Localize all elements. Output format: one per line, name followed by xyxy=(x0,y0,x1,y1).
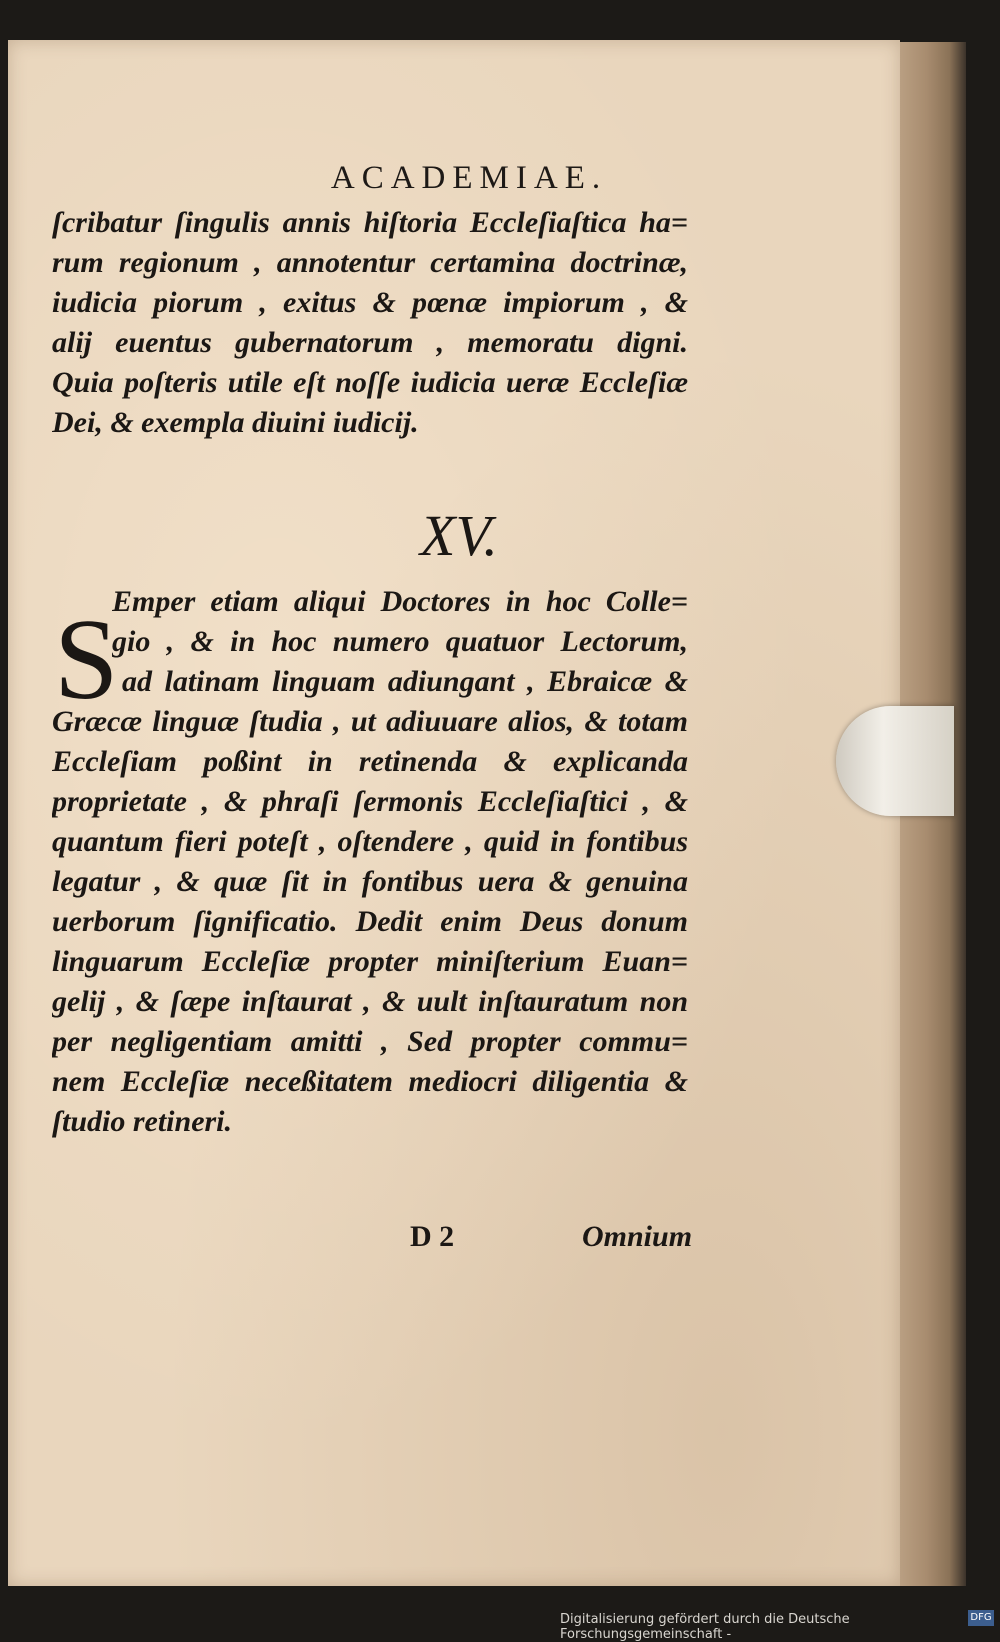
text-line: Dei, & exempla diuini iudicij. xyxy=(52,406,419,439)
section-number: XV. xyxy=(420,503,498,568)
text-line: Eccleſiam poßint in retinenda & explicanda xyxy=(52,745,688,778)
text-line: ad latinam linguam adiungant , Ebraicæ & xyxy=(122,665,688,698)
text-line: Quia poſteris utile eſt noſſe iudicia ueræ Eccleſiæ xyxy=(52,366,688,399)
text-line: gio , & in hoc numero quatuor Lectorum, xyxy=(112,625,688,658)
text-line: per negligentiam amitti , Sed propter commu= xyxy=(52,1025,688,1058)
paragraph-2-indented-3 xyxy=(122,662,688,702)
drop-cap: S xyxy=(54,596,119,724)
dfg-logo: DFG xyxy=(968,1610,994,1626)
text-line: gelij , & ſæpe inſtaurat , & uult inſtauratum non xyxy=(52,985,688,1018)
book-page xyxy=(8,40,900,1586)
digitization-credit: Digitalisierung gefördert durch die Deutsche Forschungsgemeinschaft - xyxy=(560,1612,850,1642)
paragraph-2-indented xyxy=(112,582,688,662)
running-header: ACADEMIAE. xyxy=(330,160,608,196)
text-line: quantum fieri poteſt , oſtendere , quid in fontibus xyxy=(52,825,688,858)
text-line: legatur , & quæ ſit in fontibus uera & genuina xyxy=(52,865,688,898)
text-line: uerborum ſignificatio. Dedit enim Deus donum xyxy=(52,905,688,938)
text-line: proprietate , & phraſi ſermonis Eccleſiaſtici , & xyxy=(52,785,688,818)
paragraph-2 xyxy=(52,702,688,1142)
text-line: linguarum Eccleſiæ propter miniſterium Euan= xyxy=(52,945,688,978)
text-line: rum regionum , annotentur certamina doctrinæ, xyxy=(52,246,688,279)
paragraph-1 xyxy=(52,203,688,443)
text-line: ſcribatur ſingulis annis hiſtoria Eccleſiaſtica ha= xyxy=(52,206,688,239)
text-line: ſtudio retineri. xyxy=(52,1105,233,1138)
text-line: iudicia piorum , exitus & pœnæ impiorum , & xyxy=(52,286,688,319)
text-line: Emper etiam aliqui Doctores in hoc Colle= xyxy=(112,585,688,618)
signature-mark: D 2 xyxy=(410,1220,455,1253)
text-line: nem Eccleſiæ neceßitatem mediocri diligentia & xyxy=(52,1065,688,1098)
text-line: Græcæ linguæ ſtudia , ut adiuuare alios, & totam xyxy=(52,705,688,738)
page-tab xyxy=(836,706,954,816)
text-line: alij euentus gubernatorum , memoratu digni. xyxy=(52,326,688,359)
catchword: Omnium xyxy=(582,1220,693,1253)
